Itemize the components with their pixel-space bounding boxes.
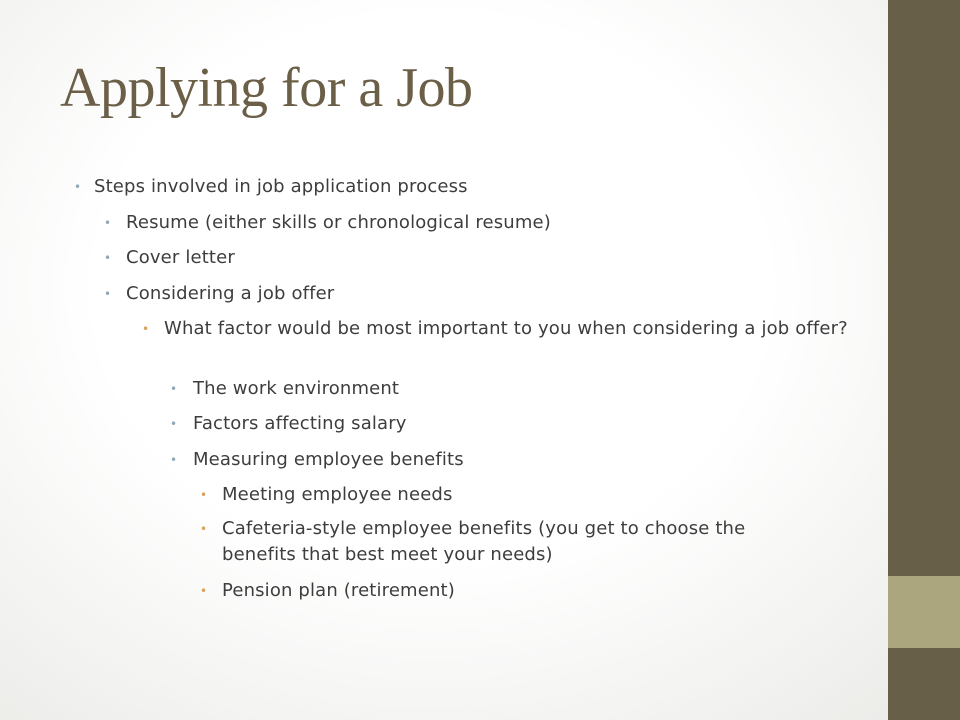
sidebar-dark-bottom (888, 648, 960, 720)
bullet-question: What factor would be most important to you when considering a job offer? (164, 318, 848, 339)
bullet-considering-offer: Considering a job offer (126, 283, 335, 304)
bullet-marker: • (170, 417, 178, 431)
bullet-salary: Factors affecting salary (193, 413, 407, 434)
bullet-marker: • (200, 522, 208, 536)
bullet-work-environment: The work environment (193, 378, 400, 399)
sidebar-light-band (888, 576, 960, 648)
bullet-marker: • (104, 216, 112, 230)
bullet-marker: • (74, 180, 82, 194)
bullet-marker: • (170, 382, 178, 396)
slide-title: Applying for a Job (60, 57, 473, 119)
bullet-marker: • (142, 322, 150, 336)
bullet-pension: Pension plan (retirement) (222, 580, 455, 601)
bullet-cafeteria: Cafeteria-style employee benefits (you get to choose the benefits that best meet your needs) (222, 518, 746, 565)
bullet-employee-needs: Meeting employee needs (222, 484, 453, 505)
bullet-marker: • (170, 453, 178, 467)
bullet-marker: • (104, 287, 112, 301)
bullet-cover-letter: Cover letter (126, 247, 235, 268)
sidebar-dark-top (888, 0, 960, 576)
bullet-marker: • (200, 584, 208, 598)
bullet-resume: Resume (either skills or chronological resume) (126, 212, 551, 233)
bullet-marker: • (200, 488, 208, 502)
bullet-steps: Steps involved in job application process (94, 176, 468, 197)
decorative-sidebar (888, 0, 960, 720)
bullet-benefits: Measuring employee benefits (193, 449, 464, 470)
bullet-marker: • (104, 251, 112, 265)
